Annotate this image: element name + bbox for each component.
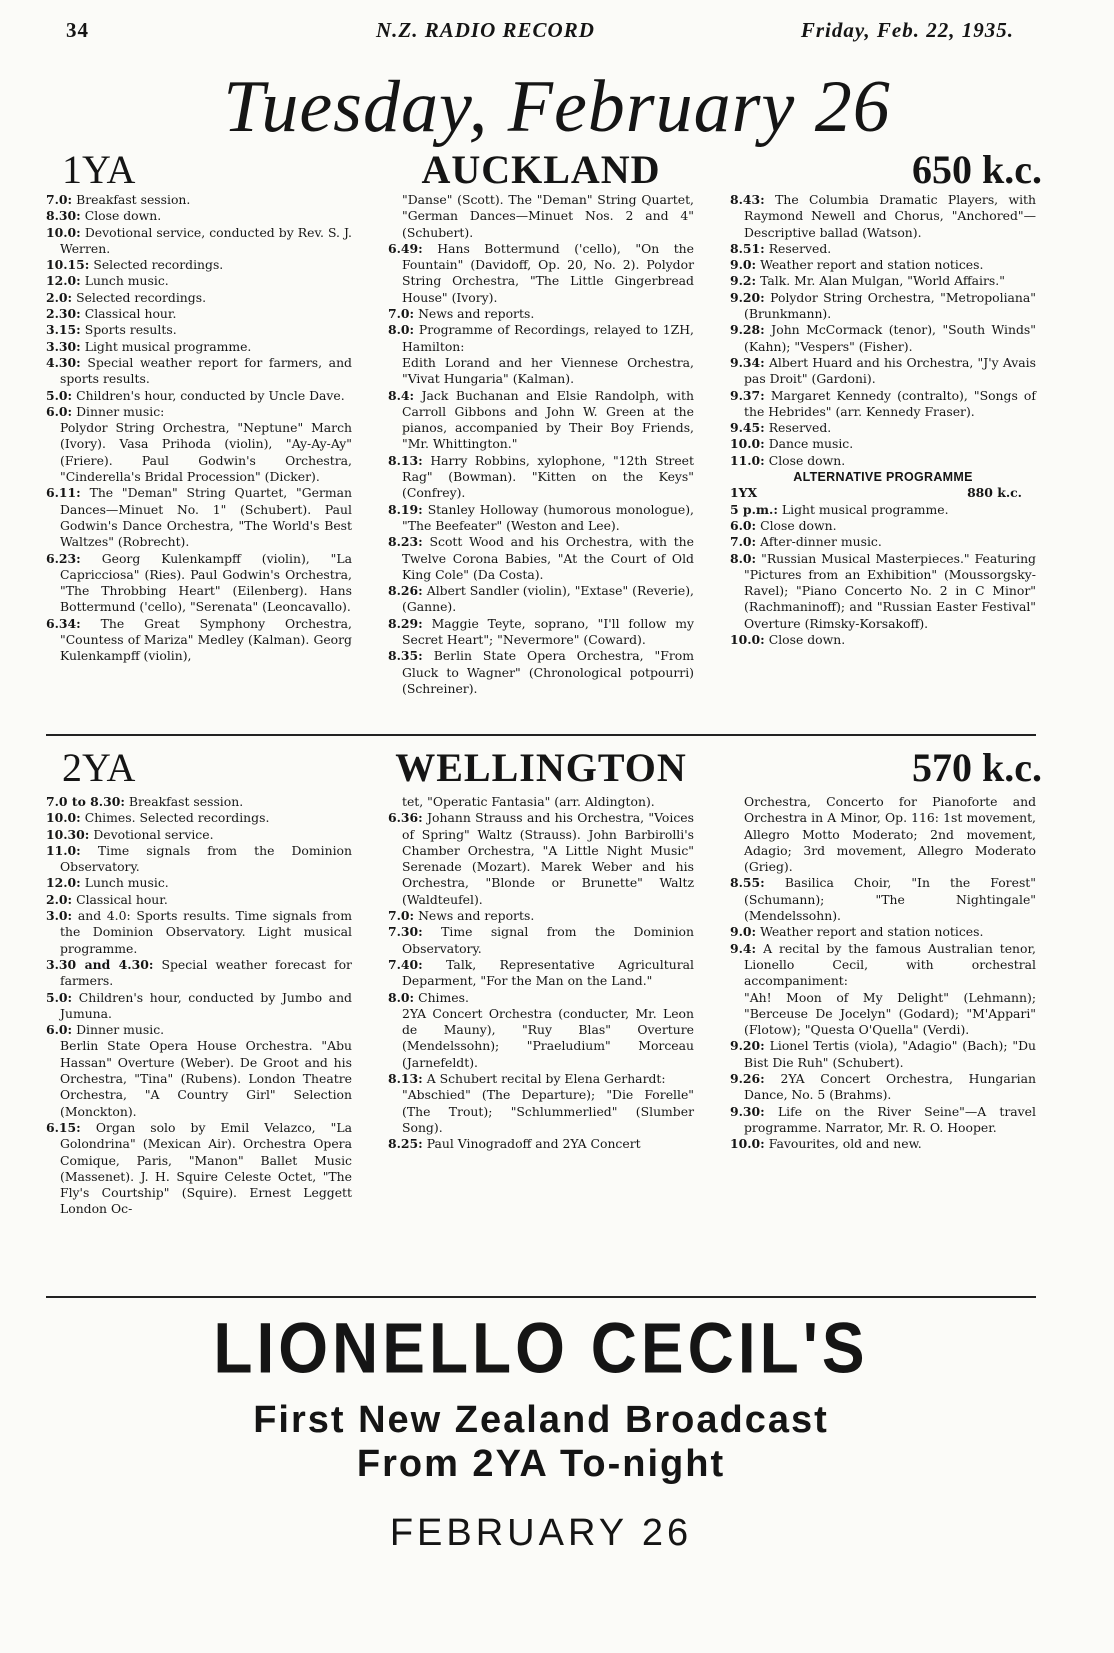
programme-item [730,1071,1036,1104]
section-divider [46,1296,1036,1298]
programme-item [46,273,352,289]
programme-item [388,241,694,306]
station-call-sign: 1YA [62,147,136,192]
programme-time: 6.0: [46,403,73,419]
programme-item [46,339,352,355]
programme-text: Time signal from the Dominion Observatory. [402,924,694,956]
programme-item [730,192,1036,241]
programme-item [730,794,1036,875]
programme-item [388,453,694,502]
programme-item [46,892,352,908]
programme-text: 2YA Concert Orchestra (conducter, Mr. Leon de Mauny), "Ruy Blas" Overture (Mendelssohn); "Praeludium" Morceau (Jarnefeldt). [402,1005,694,1070]
day-title: Tuesday, February 26 [223,66,891,148]
programme-text: Special weather report for farmers, and sports results. [60,354,352,387]
programme-item [388,616,694,649]
programme-text: Children's hour, conducted by Jumbo and Jumuna. [60,989,352,1021]
programme-time: 3.0: [46,908,73,924]
programme-text: Organ solo by Emil Velazco, "La Golondrina" (Mexican Air). Orchestra Opera Comique, Paris, "Manon" Ballet Music (Massenet). J. H. Squire Celeste Octet, "The Fly's Courtship" (Squire). Ernest Leggett London Oc- [60,1119,352,1217]
programme-time: 4.30: [46,354,81,370]
programme-item [388,322,694,355]
programme-text: tet, "Operatic Fantasia" (arr. Aldington). [402,794,655,809]
programme-item [388,794,694,810]
programme-text: A recital by the famous Australian tenor, Lionello Cecil, with orchestral accompaniment: [744,940,1036,989]
auckland-column-3 [730,192,1036,697]
programme-item [730,941,1036,990]
programme-time: 7.0: [46,192,73,207]
programme-text: Paul Vinogradoff and 2YA Concert [426,1136,641,1152]
programme-time: 10.0: [46,224,81,240]
programme-time: 8.0: [730,550,757,566]
alt-station-frequency: 880 k.c. [967,485,1022,501]
page-header [66,18,1014,46]
programme-text: Chimes. [418,989,469,1005]
programme-item [730,453,1036,469]
programme-time: 2.0: [46,891,73,907]
programme-item [730,1038,1036,1071]
programme-text: Reserved. [768,240,832,256]
section-divider [46,734,1036,736]
programme-time: 8.0: [388,322,415,338]
programme-time: 9.0: [730,257,757,273]
programme-text: Edith Lorand and her Viennese Orchestra, "Vivat Hungaria" (Kalman). [402,354,694,387]
programme-text: Johann Strauss and his Orchestra, "Voices of Spring" Waltz (Strauss). John Barbirolli's Chamber Orchestra, "A Little Night Music" Serenade (Mozart). Marek Weber and his Orchestra, "Blonde or Brunette" Waltz (Waldteufel). [402,810,694,907]
programme-time: 12.0: [46,875,81,891]
programme-text: Dinner music: [76,403,165,419]
programme-item [388,355,694,388]
programme-item [388,1087,694,1136]
programme-item [730,632,1036,648]
programme-item [388,388,694,453]
programme-text: Reserved. [768,420,832,436]
publication-title: N.Z. RADIO RECORD [376,18,595,42]
programme-item [730,420,1036,436]
programme-item [46,908,352,957]
programme-text: News and reports. [418,306,535,322]
alternative-programme-items [730,502,1036,649]
programme-text: Berlin State Opera Orchestra, "From Gluck to Wagner" (Chronological potpourri) (Schreiner). [402,648,694,696]
auckland-column-1 [46,192,352,697]
programme-time: 10.15: [46,257,90,273]
programme-time: 9.2: [730,273,757,289]
wellington-column-3 [730,794,1036,1218]
station-frequency: 650 k.c. [912,147,1042,192]
programme-text: Talk, Representative Agricultural Deparment, "For the Man on the Land." [402,956,694,989]
programme-text: Harry Robbins, xylophone, "12th Street Rag" (Bowman). "Kitten on the Keys" (Confrey). [402,452,694,501]
programme-text: Classical hour. [76,891,168,907]
programme-text: Classical hour. [84,306,177,322]
wellington-column-2 [388,794,694,1218]
programme-text: The Columbia Dramatic Players, with Raymond Newell and Chorus, "Anchored"—Descriptive ballad (Watson). [744,192,1036,240]
programme-item [388,990,694,1006]
programme-item [46,322,352,338]
station-header-wellington [40,744,1042,790]
programme-item [730,257,1036,273]
programme-text: Polydor String Orchestra, "Metropoliana" (Brunkmann). [744,289,1036,322]
programme-item [46,957,352,990]
programme-text: Berlin State Opera House Orchestra. "Abu Hassan" Overture (Weber). De Groot and his Orchestra, "Tina" (Rubens). London Theatre Orchestra, "A Country Girl" Selection (Monckton). [60,1038,352,1119]
programme-time: 9.30: [730,1103,765,1119]
programme-item [730,924,1036,940]
programme-text: Sports results. [84,322,177,338]
programme-time: 12.0: [46,273,81,289]
programme-item [730,273,1036,289]
programme-time: 8.26: [388,583,423,599]
programme-text: Close down. [768,632,846,648]
programme-text: Albert Sandler (violin), "Extase" (Reverie), (Ganne). [402,583,694,615]
programme-time: 2.0: [46,289,73,305]
programme-time: 8.0: [388,989,415,1005]
programme-item [730,241,1036,257]
programme-time: 9.28: [730,322,765,338]
programme-text: Basilica Choir, "In the Forest" (Schumann); "The Nightingale" (Mendelssohn). [744,875,1036,924]
programme-text: The Great Symphony Orchestra, "Countess of Mariza" Medley (Kalman). Georg Kulenkampff (violin), [60,615,352,664]
programme-text: Polydor String Orchestra, "Neptune" March (Ivory). Vasa Prihoda (violin), "Ay-Ay-Ay" (Friere). Paul Godwin's Orchestra, "Cinderella's Bridal Procession" (Dicker). [60,420,352,485]
programme-item [388,192,694,241]
programme-time: 9.0: [730,924,757,940]
programme-time: 9.45: [730,420,765,436]
station-city: AUCKLAND [421,147,661,192]
programme-item [730,502,1036,518]
programme-text: Albert Huard and his Orchestra, "J'y Avais pas Droit" (Gardoni). [744,354,1036,387]
programme-item [46,843,352,876]
auckland-programme [46,192,1036,697]
programme-time: 3.30: [46,338,81,354]
programme-item [46,827,352,843]
programme-time: 3.30 and 4.30: [46,956,154,972]
programme-item [730,1104,1036,1137]
station-call-sign: 2YA [62,745,136,790]
programme-item [388,502,694,535]
programme-time: 8.43: [730,192,765,207]
programme-time: 10.30: [46,826,90,842]
programme-item [730,355,1036,388]
programme-text: "Russian Musical Masterpieces." Featuring "Pictures from an Exhibition" (Moussorgsky-Ravel); "Piano Concerto No. 2 in C Minor" (Rachmaninoff); and "Russian Easter Festival" Overture (Rimsky-Korsakoff). [744,550,1036,631]
ad-line-1: First New Zealand Broadcast [253,1399,829,1441]
programme-item [730,551,1036,632]
programme-text: John McCormack (tenor), "South Winds" (Kahn); "Vespers" (Fisher). [744,322,1036,354]
advertisement [46,1308,1036,1558]
programme-item [388,1006,694,1071]
programme-item [730,990,1036,1039]
programme-time: 6.49: [388,240,423,256]
programme-item [730,1136,1036,1152]
programme-text: Stanley Holloway (humorous monologue), "The Beefeater" (Weston and Lee). [402,501,694,533]
station-frequency: 570 k.c. [912,745,1042,790]
programme-text: Time signals from the Dominion Observatory. [60,842,352,875]
programme-time: 5 p.m.: [730,501,778,517]
programme-item [46,404,352,420]
wellington-programme [46,794,1036,1218]
programme-text: News and reports. [418,908,535,924]
programme-text: Close down. [760,517,837,533]
programme-time: 7.30: [388,924,423,940]
programme-item [388,648,694,697]
programme-time: 8.30: [46,208,81,224]
programme-time: 9.4: [730,940,757,956]
programme-item [730,518,1036,534]
programme-item [730,290,1036,323]
programme-time: 8.55: [730,875,765,891]
ad-line-2: From 2YA To-night [356,1443,726,1485]
programme-text: Dinner music. [76,1022,165,1038]
programme-item [46,306,352,322]
programme-item [46,420,352,485]
programme-text: Dance music. [768,436,854,452]
programme-text: Maggie Teyte, soprano, "I'll follow my Secret Heart"; "Nevermore" (Coward). [402,615,694,648]
programme-item [388,306,694,322]
programme-time: 6.15: [46,1119,81,1135]
station-city: WELLINGTON [395,745,687,790]
programme-time: 6.36: [388,810,423,826]
programme-time: 6.34: [46,615,81,631]
programme-text: Orchestra, Concerto for Pianoforte and Orchestra in A Minor, Op. 116: 1st movement, Allegro Motto Moderato; 2nd movement, Adagio; 3rd movement, Allegro Moderato (Grieg). [744,794,1036,875]
programme-time: 10.0: [730,436,765,452]
programme-text: Margaret Kennedy (contralto), "Songs of the Hebrides" (arr. Kennedy Fraser). [744,387,1036,419]
programme-item [46,388,352,404]
programme-time: 8.23: [388,534,423,550]
programme-item [46,192,352,208]
programme-text: After-dinner music. [760,534,882,550]
programme-time: 6.11: [46,485,81,501]
issue-date: Friday, Feb. 22, 1935. [800,18,1014,42]
programme-text: Light musical programme. [781,501,949,517]
programme-time: 8.13: [388,452,423,468]
programme-time: 8.51: [730,240,765,256]
programme-text: Georg Kulenkampff (violin), "La Capricciosa" (Ries). Paul Godwin's Orchestra, "The Throbbing Heart" (Eilenberg). Hans Bottermund ('cello), "Serenata" (Leoncavallo). [60,550,352,615]
programme-time: 8.29: [388,615,423,631]
programme-time: 10.0: [730,632,765,648]
programme-text: Close down. [84,208,162,224]
programme-text: Talk. Mr. Alan Mulgan, "World Affairs." [760,273,1005,289]
programme-time: 8.4: [388,387,415,403]
programme-text: Lionel Tertis (viola), "Adagio" (Bach); "Du Bist Die Ruh" (Schubert). [744,1038,1036,1070]
programme-item [730,534,1036,550]
programme-item [46,794,352,810]
programme-time: 6.23: [46,550,81,566]
ad-date: FEBRUARY 26 [389,1512,693,1554]
programme-time: 8.25: [388,1136,423,1152]
programme-time: 5.0: [46,989,73,1005]
auckland-column-2 [388,192,694,697]
programme-text: Life on the River Seine"—A travel programme. Narrator, Mr. R. O. Hooper. [744,1103,1036,1135]
programme-item [388,957,694,990]
programme-item [46,1022,352,1038]
programme-text: Lunch music. [84,875,169,891]
programme-text: Hans Bottermund ('cello), "On the Fountain" (Davidoff, Op. 20, No. 2). Polydor String Orchestra, "The Little Gingerbread House" (Ivory). [402,240,694,305]
programme-time: 8.35: [388,648,423,664]
programme-time: 7.40: [388,956,423,972]
programme-text: Weather report and station notices. [760,257,984,273]
programme-text: and 4.0: Sports results. Time signals from the Dominion Observatory. Light musical programme. [60,908,352,956]
programme-item [46,257,352,273]
programme-time: 8.13: [388,1071,423,1087]
programme-text: Chimes. Selected recordings. [84,810,270,826]
programme-item [730,388,1036,421]
programme-time: 10.0: [730,1136,765,1152]
programme-text: Selected recordings. [76,289,207,305]
programme-text: "Ah! Moon of My Delight" (Lehmann); "Berceuse De Jocelyn" (Godard); "M'Appari" (Flotow); "Questa O'Quella" (Verdi). [744,989,1036,1038]
programme-text: "Danse" (Scott). The "Deman" String Quartet, "German Dances—Minuet Nos. 2 and 4" (Schubert). [402,192,694,240]
programme-item [46,990,352,1023]
programme-text: Light musical programme. [84,338,252,354]
programme-item [730,322,1036,355]
programme-time: 6.0: [730,517,757,533]
programme-item [388,1071,694,1087]
programme-text: Favourites, old and new. [768,1136,922,1152]
programme-item [46,616,352,665]
programme-item [46,810,352,826]
programme-text: Children's hour, conducted by Uncle Dave. [76,387,345,403]
programme-item [46,875,352,891]
programme-item [46,485,352,550]
programme-text: Jack Buchanan and Elsie Randolph, with Carroll Gibbons and John W. Green at the pianos, accompanied by Their Boy Friends, "Mr. Whittington." [402,387,694,452]
programme-time: 7.0: [388,908,415,924]
programme-item [46,355,352,388]
programme-time: 11.0: [730,452,765,468]
programme-time: 9.20: [730,1038,765,1054]
programme-item [46,1120,352,1218]
programme-text: Scott Wood and his Orchestra, with the Twelve Corona Babies, "At the Court of Old King Cole" (Da Costa). [402,534,694,582]
station-header-auckland [40,146,1042,192]
programme-text: A Schubert recital by Elena Gerhardt: [426,1071,666,1087]
programme-time: 11.0: [46,842,81,858]
programme-item [46,290,352,306]
programme-text: Close down. [768,452,846,468]
programme-item [388,583,694,616]
programme-time: 9.37: [730,387,765,403]
programme-item [388,924,694,957]
programme-time: 5.0: [46,387,73,403]
programme-item [388,1136,694,1152]
programme-text: 2YA Concert Orchestra, Hungarian Dance, No. 5 (Brahms). [744,1071,1036,1103]
programme-time: 3.15: [46,322,81,338]
alt-station-call-sign: 1YX [730,485,758,501]
programme-text: Special weather forecast for farmers. [60,956,352,989]
programme-text: Weather report and station notices. [760,924,984,940]
programme-time: 10.0: [46,810,81,826]
programme-text: Devotional service, conducted by Rev. S. J. Werren. [60,224,352,256]
programme-text: Programme of Recordings, relayed to 1ZH, Hamilton: [402,322,694,354]
programme-item [730,875,1036,924]
programme-text: "Abschied" (The Departure); "Die Forelle" (The Trout); "Schlummerlied" (Slumber Song). [402,1087,694,1135]
programme-time: 7.0 to 8.30: [46,794,125,809]
programme-item [46,208,352,224]
programme-text: Breakfast session. [76,192,191,207]
programme-time: 7.0: [388,306,415,322]
alternative-programme-heading: ALTERNATIVE PROGRAMME [793,470,973,485]
programme-item [730,436,1036,452]
programme-item [388,810,694,908]
wellington-column-1 [46,794,352,1218]
programme-time: 9.20: [730,289,765,305]
programme-time: 8.19: [388,501,423,517]
programme-text: The "Deman" String Quartet, "German Dances—Minuet No. 1" (Schubert). Paul Godwin's Dance Orchestra, "The World's Best Waltzes" (Robrecht). [60,485,352,550]
programme-time: 9.26: [730,1071,765,1087]
programme-text: Devotional service. [93,826,214,842]
programme-item [46,225,352,258]
programme-text: Breakfast session. [128,794,244,809]
programme-text: Lunch music. [84,273,169,289]
page-number: 34 [66,18,89,42]
programme-item [388,908,694,924]
alternative-station-line [730,485,1036,501]
programme-time: 6.0: [46,1022,73,1038]
programme-time: 2.30: [46,306,81,322]
ad-headline: LIONELLO CECIL'S [213,1307,869,1389]
programme-item [46,1038,352,1119]
programme-time: 7.0: [730,534,757,550]
programme-time: 9.34: [730,354,765,370]
programme-text: Selected recordings. [93,257,224,273]
programme-item [388,534,694,583]
programme-item [46,551,352,616]
auckland-column-3-items [730,192,1036,469]
